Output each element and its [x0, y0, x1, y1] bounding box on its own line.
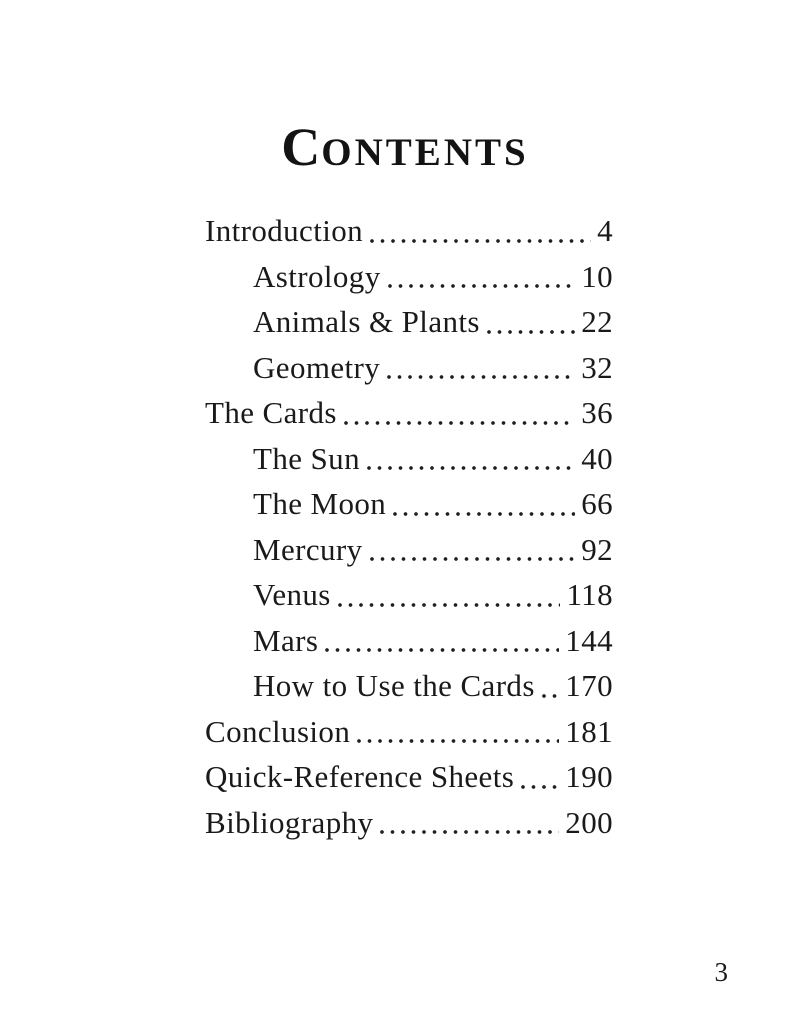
- page-title-initial: C: [281, 117, 322, 177]
- toc-entry: [205, 481, 613, 527]
- toc-entry-page: 4: [597, 213, 613, 248]
- toc-entry: [205, 345, 613, 391]
- toc-entry-label: Astrology: [253, 258, 381, 294]
- toc-entry-label: Mars: [253, 622, 319, 658]
- toc-entry-label: The Sun: [253, 440, 360, 476]
- leader-dots: [344, 421, 575, 425]
- toc-entry-page: 200: [565, 804, 613, 840]
- leader-dots: [542, 694, 560, 698]
- toc-entry-page: 10: [581, 258, 613, 294]
- toc-entry-label: Introduction: [205, 213, 364, 248]
- leader-dots: [380, 830, 559, 834]
- leader-dots: [338, 603, 561, 607]
- leader-dots: [367, 466, 575, 470]
- toc-entry-label: Animals & Plants: [253, 304, 480, 339]
- toc-entry-label: How to Use the Cards: [253, 668, 535, 703]
- toc-entry: [205, 299, 613, 345]
- leader-dots: [370, 557, 576, 561]
- toc-entry-page: 92: [581, 531, 613, 567]
- toc-entry-page: 144: [565, 622, 613, 658]
- leader-dots: [357, 739, 559, 743]
- toc-entry-page: 190: [565, 759, 613, 794]
- toc-entry: [205, 572, 613, 618]
- toc-list: [205, 208, 613, 845]
- leader-dots: [388, 284, 576, 288]
- leader-dots: [487, 330, 575, 334]
- toc-entry: [205, 618, 613, 664]
- toc-entry-page: 181: [565, 713, 613, 749]
- page-title-rest: ONTENTS: [321, 131, 529, 174]
- toc-entry-label: Mercury: [253, 531, 363, 567]
- toc-entry: [205, 208, 613, 254]
- toc-entry: [205, 254, 613, 300]
- toc-entry-label: Bibliography: [205, 804, 374, 840]
- toc-entry-page: 66: [581, 486, 613, 521]
- leader-dots: [325, 648, 559, 652]
- toc-entry-page: 32: [581, 349, 613, 385]
- leader-dots: [521, 785, 559, 789]
- leader-dots: [370, 239, 591, 243]
- toc-entry-page: 36: [581, 395, 613, 430]
- toc-entry-page: 170: [565, 668, 613, 703]
- toc-entry-label: Venus: [253, 577, 331, 612]
- toc-entry: [205, 754, 613, 800]
- toc-entry-label: The Moon: [253, 486, 387, 521]
- leader-dots: [393, 512, 575, 516]
- leader-dots: [387, 375, 575, 379]
- toc-entry: [205, 390, 613, 436]
- toc-entry-label: Conclusion: [205, 713, 351, 749]
- toc-entry: [205, 663, 613, 709]
- page-number: 3: [714, 957, 728, 987]
- toc-entry-page: 118: [566, 577, 613, 612]
- toc-entry-label: Quick-Reference Sheets: [205, 759, 515, 794]
- toc-entry-label: The Cards: [205, 395, 337, 430]
- toc-entry: [205, 436, 613, 482]
- toc-entry-page: 40: [581, 440, 613, 476]
- toc-entry: [205, 709, 613, 755]
- toc-entry: [205, 527, 613, 573]
- toc-entry-label: Geometry: [253, 349, 381, 385]
- page-title: [195, 116, 615, 178]
- toc-entry-page: 22: [581, 304, 613, 339]
- toc-entry: [205, 800, 613, 846]
